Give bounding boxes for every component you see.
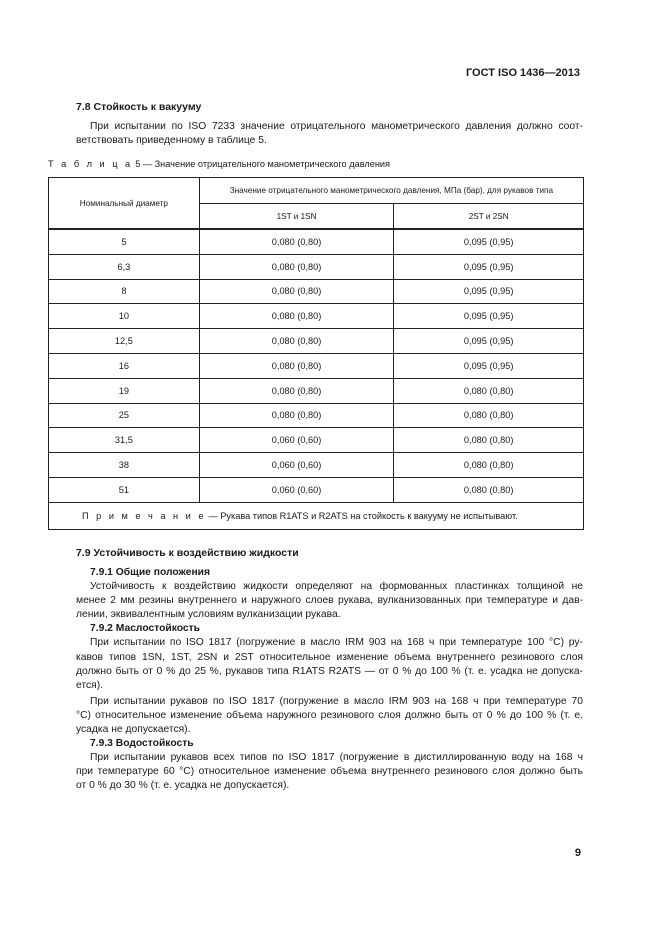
cell-diameter: 8 <box>49 279 200 304</box>
subsection-7-9-3-title: 7.9.3 Водостойкость <box>90 738 194 750</box>
header-type-1st-1sn: 1ST и 1SN <box>199 204 394 230</box>
para-line: Устойчивость к воздействию жидкости определяют на формованных пластинках толщиной не <box>90 581 583 593</box>
header-type-2st-2sn: 2ST и 2SN <box>394 204 584 230</box>
table-caption <box>48 159 390 169</box>
table-row <box>49 378 584 403</box>
para-line: усадка не допускается). <box>76 724 191 736</box>
table-row <box>49 477 584 502</box>
para-line: от 0 % до 30 % (т. е. усадка не допускается). <box>76 780 290 792</box>
cell-type2: 0,095 (0,95) <box>394 229 584 254</box>
note-prefix: П р и м е ч а н и е <box>82 510 206 521</box>
para-line: ветствовать приведенному в таблице 5. <box>76 135 267 147</box>
cell-diameter: 25 <box>49 403 200 428</box>
para-line: ется). <box>76 679 103 691</box>
cell-diameter: 51 <box>49 477 200 502</box>
header-nominal-diameter: Номинальный диаметр <box>49 178 200 230</box>
section-7-9-title: 7.9 Устойчивость к воздействию жидкости <box>76 547 299 559</box>
cell-type2: 0,095 (0,95) <box>394 254 584 279</box>
table-row <box>49 428 584 453</box>
cell-type2: 0,095 (0,95) <box>394 329 584 354</box>
cell-diameter: 5 <box>49 229 200 254</box>
subsection-7-9-2-title: 7.9.2 Маслостойкость <box>90 623 201 635</box>
cell-diameter: 31,5 <box>49 428 200 453</box>
para-line: °С) относительное изменение объема наружного резинового слоя должно быть от 0 % до 100 % (т. е. <box>76 709 583 721</box>
header-pressure-value: Значение отрицательного манометрического давления, МПа (бар), для рукавов типа <box>199 178 583 204</box>
section-7-8-paragraph <box>76 120 583 148</box>
section-7-8-title: 7.8 Стойкость к вакууму <box>76 101 202 113</box>
cell-type1: 0,060 (0,60) <box>199 477 394 502</box>
para-line: При испытании рукавов по ISO 1817 (погружение в масло IRM 903 на 168 ч при температуре 70 <box>90 695 583 707</box>
cell-type1: 0,080 (0,80) <box>199 229 394 254</box>
cell-diameter: 19 <box>49 378 200 403</box>
table-row <box>49 229 584 254</box>
para-line: менее 2 мм резины внутреннего и наружного слоев рукава, вулканизованных при температуре и дав- <box>76 595 583 607</box>
cell-type1: 0,080 (0,80) <box>199 378 394 403</box>
para-line: должно быть от 0 % до 25 %, рукавов типа R1ATS R2ATS — от 0 % до 100 % (т. е. усадка не допуска- <box>76 665 583 677</box>
para-line: кавов типов 1SN, 1ST, 2SN и 2ST относительное изменение объема внутреннего резинового слоя <box>76 651 583 663</box>
cell-diameter: 6,3 <box>49 254 200 279</box>
table-row <box>49 279 584 304</box>
cell-diameter: 10 <box>49 304 200 329</box>
subsection-7-9-1-title: 7.9.1 Общие положения <box>90 567 210 578</box>
cell-type2: 0,080 (0,80) <box>394 477 584 502</box>
table-row <box>49 254 584 279</box>
table-row <box>49 304 584 329</box>
table-row <box>49 329 584 354</box>
cell-type1: 0,080 (0,80) <box>199 254 394 279</box>
cell-type2: 0,080 (0,80) <box>394 403 584 428</box>
table-row <box>49 453 584 478</box>
cell-type2: 0,095 (0,95) <box>394 353 584 378</box>
cell-type1: 0,080 (0,80) <box>199 279 394 304</box>
cell-diameter: 12,5 <box>49 329 200 354</box>
cell-type2: 0,095 (0,95) <box>394 279 584 304</box>
para-line: при температуре 60 °С) относительное изменение объема внутреннего резинового слоя должно быть <box>76 766 583 778</box>
cell-type2: 0,080 (0,80) <box>394 453 584 478</box>
table-note-row <box>49 502 584 529</box>
table-caption-text: 5 — Значение отрицательного манометрического давления <box>135 159 391 169</box>
cell-type1: 0,060 (0,60) <box>199 428 394 453</box>
cell-diameter: 38 <box>49 453 200 478</box>
para-line: При испытании рукавов всех типов по ISO 1817 (погружение в дистиллированную воду на 168 ч <box>90 752 583 764</box>
note-text: — Рукава типов R1ATS и R2ATS на стойкость к вакууму не испытывают. <box>208 510 518 521</box>
page-number: 9 <box>574 847 581 859</box>
cell-type2: 0,080 (0,80) <box>394 378 584 403</box>
para-line: При испытании по ISO 7233 значение отрицательного манометрического давления должно соот- <box>90 121 583 132</box>
section-7-9-1 <box>76 566 583 794</box>
document-code: ГОСТ ISO 1436—2013 <box>465 67 580 79</box>
table-row <box>49 353 584 378</box>
cell-type1: 0,080 (0,80) <box>199 304 394 329</box>
cell-type2: 0,080 (0,80) <box>394 428 584 453</box>
cell-diameter: 16 <box>49 353 200 378</box>
cell-type1: 0,080 (0,80) <box>199 329 394 354</box>
vacuum-pressure-table <box>48 177 584 530</box>
cell-type1: 0,080 (0,80) <box>199 353 394 378</box>
para-line: При испытании по ISO 1817 (погружение в масло IRM 903 на 168 ч при температуре 100 °С) ру- <box>90 637 583 649</box>
table-row <box>49 403 584 428</box>
table-note <box>49 502 584 529</box>
cell-type2: 0,095 (0,95) <box>394 304 584 329</box>
para-line: лении, эквивалентным условиям вулканизации рукава. <box>76 609 341 621</box>
table-caption-prefix: Т а б л и ц а <box>48 159 133 169</box>
cell-type1: 0,060 (0,60) <box>199 453 394 478</box>
cell-type1: 0,080 (0,80) <box>199 403 394 428</box>
